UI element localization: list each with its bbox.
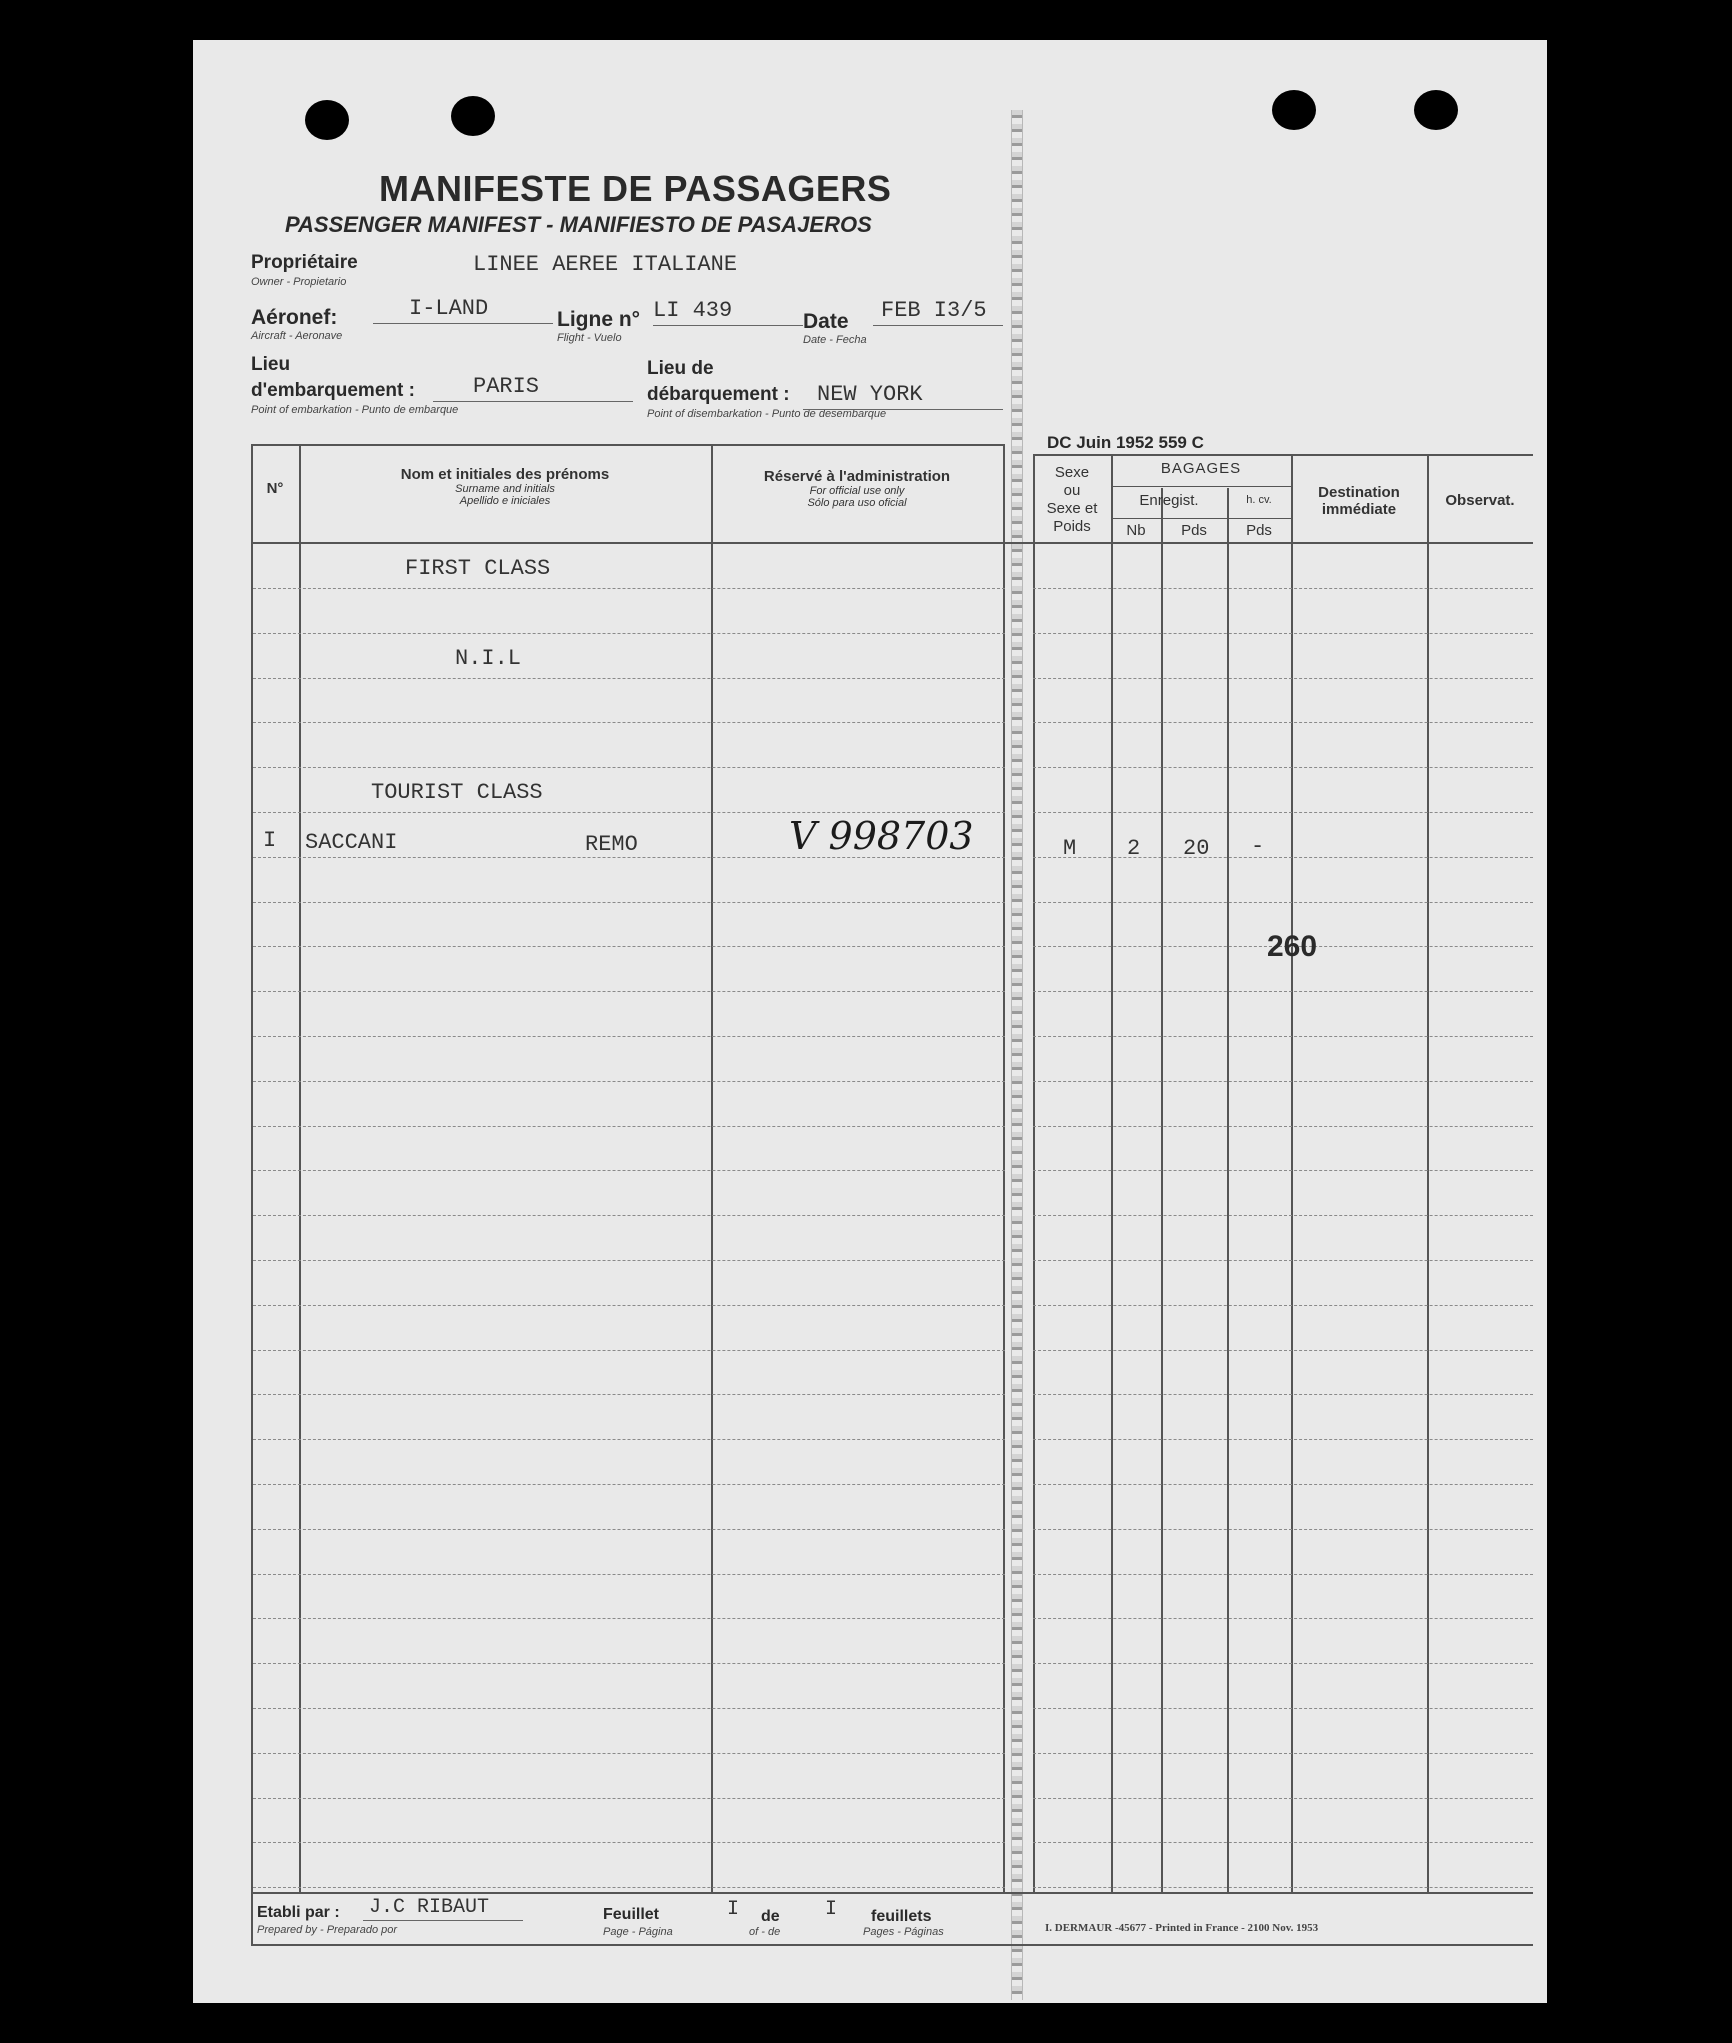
col-observ-header: Observat. [1445, 492, 1515, 509]
row-rule [253, 1663, 1005, 1664]
perforation-strip [1011, 110, 1023, 2000]
col-name-en: Surname and initials [455, 483, 555, 495]
passenger-bags-nb: 2 [1127, 836, 1141, 861]
row-rule [253, 1036, 1005, 1037]
page-subtitle: PASSENGER MANIFEST - MANIFIESTO DE PASAJEROS [285, 212, 872, 237]
aircraft-value: I-LAND [409, 296, 489, 321]
form-code: DC Juin 1952 559 C [1047, 433, 1204, 452]
row-rule [1033, 902, 1533, 903]
tourist-class-heading: TOURIST CLASS [371, 780, 543, 805]
col-dest-2: immédiate [1321, 501, 1397, 518]
prepared-by-value: J.C RIBAUT [369, 1896, 490, 1919]
row-rule [253, 812, 1005, 813]
flight-sublabel: Flight - Vuelo [557, 332, 622, 344]
manifest-sheet [193, 40, 1547, 2003]
col-name-header [299, 466, 711, 507]
row-rule [253, 1484, 1005, 1485]
aircraft-sublabel: Aircraft - Aeronave [251, 330, 343, 342]
col-pds-header: Pds [1181, 522, 1207, 539]
row-rule [1033, 1126, 1533, 1127]
row-rule [253, 1081, 1005, 1082]
punch-hole [1414, 90, 1458, 130]
col-name-es: Apellido e iniciales [459, 495, 551, 507]
col-line [1111, 454, 1113, 1892]
row-rule [253, 633, 1005, 634]
col-name-fr: Nom et initiales des prénoms [400, 466, 610, 483]
passenger-bags-pds: 20 [1183, 836, 1210, 861]
col-bagages-header: BAGAGES [1160, 460, 1242, 477]
of-sublabel: of - de [749, 1926, 781, 1938]
row-rule [253, 678, 1005, 679]
prepared-by-sublabel: Prepared by - Preparado por [257, 1924, 398, 1936]
row-rule [1033, 1753, 1533, 1754]
row-rule [253, 1618, 1005, 1619]
passenger-number: I [263, 828, 277, 853]
embark-sublabel: Point of embarkation - Punto de embarque [251, 404, 459, 416]
row-rule [1033, 767, 1533, 768]
row-rule [253, 1574, 1005, 1575]
date-value: FEB I3/5 [881, 298, 987, 323]
sheets-label: feuillets [871, 1908, 932, 1925]
col-admin-header [711, 468, 1003, 509]
col-sex-4: Poids [1053, 518, 1091, 535]
col-pds2-header: Pds [1246, 522, 1272, 539]
col-line [299, 444, 301, 1892]
col-line [1161, 488, 1163, 1892]
nil-entry: N.I.L [455, 646, 522, 671]
row-rule [1033, 1439, 1533, 1440]
row-rule [253, 588, 1005, 589]
row-rule [1033, 1170, 1533, 1171]
first-class-heading: FIRST CLASS [405, 556, 551, 581]
sheet-label: Feuillet [603, 1906, 660, 1923]
of-label: de [761, 1908, 780, 1925]
row-rule [1033, 1081, 1533, 1082]
owner-value: LINEE AEREE ITALIANE [473, 252, 738, 277]
row-rule [253, 1260, 1005, 1261]
punch-hole [305, 100, 349, 140]
underline [363, 1920, 523, 1921]
underline [803, 409, 1003, 410]
col-dest-1: Destination [1318, 484, 1400, 501]
col-dest-header [1291, 484, 1427, 518]
passenger-official-number: V 998703 [789, 814, 974, 858]
table-top-right [1033, 454, 1533, 456]
bagages-subdivider [1111, 518, 1291, 519]
row-rule [1033, 812, 1533, 813]
flight-label: Ligne n° [557, 308, 641, 331]
row-rule [253, 1842, 1005, 1843]
table-top-left [251, 444, 1005, 446]
row-rule [253, 902, 1005, 903]
bagages-divider [1111, 486, 1291, 487]
col-hors-header: h. cv. [1246, 494, 1272, 506]
underline [373, 323, 553, 324]
col-admin-fr: Réservé à l'administration [763, 468, 951, 485]
col-line [711, 444, 713, 1892]
col-sex-2: ou [1063, 482, 1081, 499]
row-rule [1033, 1618, 1533, 1619]
row-rule [1033, 1887, 1533, 1888]
disembark-label-2: débarquement : [647, 384, 790, 405]
row-rule [1033, 1663, 1533, 1664]
row-rule [253, 1753, 1005, 1754]
row-rule [1033, 1350, 1533, 1351]
row-rule [1033, 1394, 1533, 1395]
row-rule [253, 1798, 1005, 1799]
row-rule [253, 1305, 1005, 1306]
col-admin-en: For official use only [809, 485, 905, 497]
row-rule [253, 946, 1005, 947]
row-rule [253, 1394, 1005, 1395]
page-title: MANIFESTE DE PASSAGERS [379, 168, 892, 209]
embark-label-2: d'embarquement : [251, 380, 415, 401]
col-nb-header: Nb [1126, 522, 1146, 539]
table-footer-bottom [251, 1944, 1533, 1946]
row-rule [1033, 678, 1533, 679]
row-rule [1033, 633, 1533, 634]
row-rule [253, 767, 1005, 768]
row-rule [1033, 722, 1533, 723]
owner-sublabel: Owner - Propietario [251, 276, 347, 288]
row-rule [253, 1887, 1005, 1888]
row-rule [1033, 1215, 1533, 1216]
table-header-bottom [251, 542, 1533, 544]
flight-value: LI 439 [653, 298, 733, 323]
printer-imprint: I. DERMAUR -45677 - Printed in France - 2100 Nov. 1953 [1045, 1922, 1319, 1934]
table-bottom [251, 1892, 1533, 1894]
row-rule [1033, 857, 1533, 858]
row-rule [253, 991, 1005, 992]
prepared-by-label: Etabli par : [257, 1904, 340, 1921]
row-rule [253, 1529, 1005, 1530]
underline [433, 401, 633, 402]
sheets-sublabel: Pages - Páginas [863, 1926, 944, 1938]
embark-value: PARIS [473, 374, 540, 399]
col-line [1291, 454, 1293, 1892]
row-rule [1033, 1305, 1533, 1306]
owner-label: Propriétaire [251, 252, 358, 273]
row-rule [253, 1708, 1005, 1709]
embark-label-1: Lieu [251, 354, 291, 375]
row-rule [253, 1350, 1005, 1351]
sheet-sublabel: Page - Página [603, 1926, 673, 1938]
col-sex-3: Sexe et [1046, 500, 1098, 517]
row-rule [1033, 1574, 1533, 1575]
row-rule [253, 1170, 1005, 1171]
baggage-total: 260 [1267, 930, 1318, 963]
sheet-value: I [727, 1898, 740, 1921]
col-sex-header [1033, 464, 1111, 536]
col-line [1427, 454, 1429, 1892]
aircraft-label: Aéronef: [251, 306, 338, 329]
col-no-header: N° [266, 480, 284, 497]
row-rule [1033, 1842, 1533, 1843]
col-enregist-header: Enregist. [1139, 492, 1199, 509]
row-rule [1033, 991, 1533, 992]
row-rule [1033, 1529, 1533, 1530]
col-line [1227, 488, 1229, 1892]
col-line [1003, 444, 1005, 1892]
date-label: Date [803, 310, 849, 333]
col-admin-es: Sólo para uso oficial [807, 497, 907, 509]
disembark-sublabel: Point of disembarkation - Punto de desembarque [647, 408, 887, 420]
row-rule [253, 1439, 1005, 1440]
punch-hole [451, 96, 495, 136]
row-rule [253, 1215, 1005, 1216]
col-line [251, 444, 253, 1944]
row-rule [253, 722, 1005, 723]
row-rule [1033, 1260, 1533, 1261]
date-sublabel: Date - Fecha [803, 334, 867, 346]
row-rule [1033, 1798, 1533, 1799]
passenger-surname: SACCANI [305, 830, 398, 855]
col-line [1033, 454, 1035, 1892]
underline [873, 325, 1003, 326]
punch-hole [1272, 90, 1316, 130]
row-rule [1033, 588, 1533, 589]
row-rule [1033, 1708, 1533, 1709]
row-rule [1033, 1036, 1533, 1037]
row-rule [1033, 1484, 1533, 1485]
passenger-sex: M [1063, 836, 1077, 861]
passenger-given-name: REMO [585, 832, 638, 857]
col-sex-1: Sexe [1054, 464, 1090, 481]
passenger-hors-pds: - [1251, 834, 1265, 859]
underline [653, 325, 803, 326]
disembark-label-1: Lieu de [647, 358, 714, 379]
row-rule [253, 1126, 1005, 1127]
disembark-value: NEW YORK [817, 382, 923, 407]
of-value: I [825, 1898, 838, 1921]
